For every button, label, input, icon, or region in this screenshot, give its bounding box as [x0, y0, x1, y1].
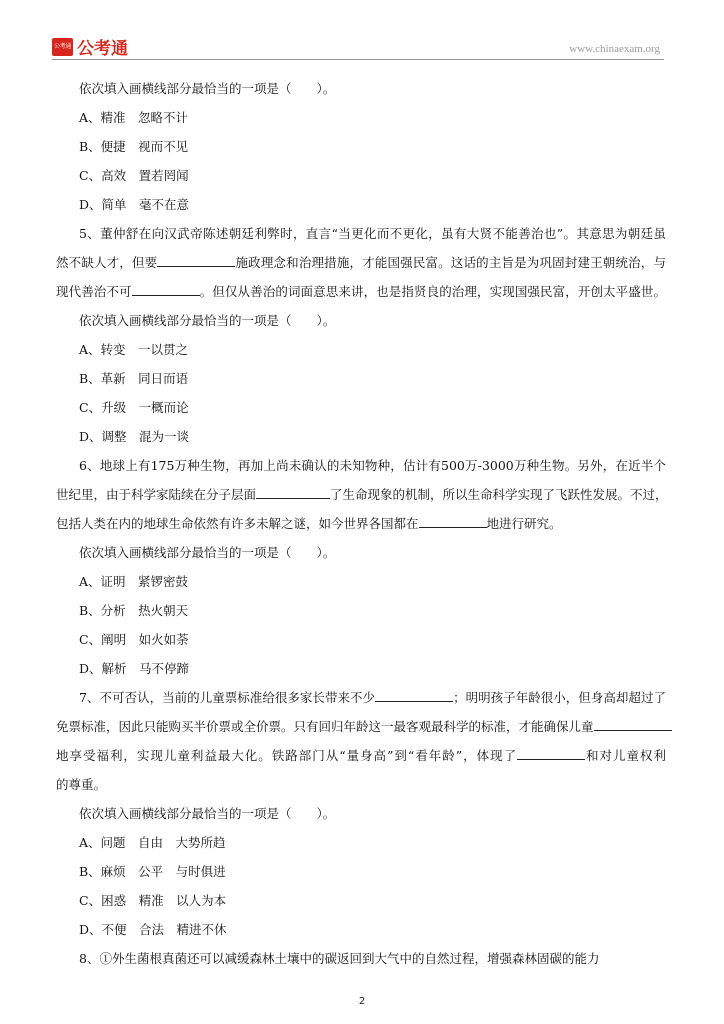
page-number: 2	[358, 996, 366, 1007]
q5-stem-line-2: 然不缺人才，但要 施政理念和治理措施，才能国强民富。这话的主旨是为巩固封建王朝统治，与	[56, 255, 666, 270]
brand-logo	[52, 34, 128, 59]
q5-prompt: 依次填入画横线部分最恰当的一项是（ ）。	[79, 313, 336, 328]
answer-blank	[132, 282, 200, 296]
q7-stem-line-1: 7、不可否认，当前的儿童票标准给很多家长带来不少 ；明明孩子年龄很小，但身高却超过了	[79, 690, 666, 705]
answer-blank	[256, 485, 330, 499]
q6-option-b: B、分析 热火朝天	[79, 603, 189, 618]
q6-option-d: D、解析 马不停蹄	[79, 661, 190, 676]
q6-option-c: C、阐明 如火如荼	[79, 632, 189, 647]
q7-stem-line-2: 免票标准，因此只能购买半价票或全价票。只有回归年龄这一最客观最科学的标准，才能确保儿童	[56, 717, 666, 746]
q6-prompt: 依次填入画横线部分最恰当的一项是（ ）。	[79, 545, 336, 560]
q4-option-a: A、精准 忽略不计	[79, 110, 189, 125]
q7-stem-line-3: 地享受福利，实现儿童利益最大化。铁路部门从“量身高”到“看年龄”，体现了 和对儿童权利	[56, 748, 666, 763]
answer-blank	[517, 746, 585, 760]
q6-stem-line-2: 世纪里，由于科学家陆续在分子层面 了生命现象的机制，所以生命科学实现了飞跃性发展。不过，	[56, 487, 668, 502]
page-content	[56, 79, 666, 978]
q7-option-d: D、不便 合法 精进不休	[79, 922, 227, 937]
q7-stem-line-4: 的尊重。	[56, 777, 107, 792]
header-divider	[52, 59, 664, 60]
answer-blank	[157, 253, 235, 267]
logo-badge-icon: 公考通	[52, 38, 73, 56]
q5-stem-line-3: 现代善治不可 。但仅从善治的词面意思来讲，也是指贤良的治理，实现国强民富，开创太平盛世。	[56, 284, 666, 299]
q7-option-b: B、麻烦 公平 与时俱进	[79, 864, 226, 879]
logo-text: 公考通	[77, 39, 128, 59]
site-url: www.chinaexam.org	[569, 43, 660, 55]
q6-stem-line-1: 6、地球上有175万种生物，再加上尚未确认的未知物种，估计有500万-3000万种生物。另外，在近半个	[79, 458, 666, 473]
q4-prompt: 依次填入画横线部分最恰当的一项是（ ）。	[79, 81, 336, 96]
q5-option-a: A、转变 一以贯之	[79, 342, 189, 357]
q6-option-a: A、证明 紧锣密鼓	[79, 574, 189, 589]
q8-stem-line-1: 8、①外生菌根真菌还可以减缓森林土壤中的碳返回到大气中的自然过程，增强森林固碳的能力	[79, 951, 600, 966]
q4-option-d: D、简单 毫不在意	[79, 197, 190, 212]
answer-blank	[594, 717, 672, 731]
q5-stem-line-1: 5、董仲舒在向汉武帝陈述朝廷利弊时，直言“当更化而不更化，虽有大贤不能善治也”。其意思为朝廷虽	[79, 226, 666, 241]
q4-option-b: B、便捷 视而不见	[79, 139, 189, 154]
answer-blank	[375, 688, 453, 702]
q4-option-c: C、高效 置若罔闻	[79, 168, 189, 183]
q6-stem-line-3: 包括人类在内的地球生命依然有许多未解之谜，如今世界各国都在 地进行研究。	[56, 516, 562, 531]
q5-option-c: C、升级 一概而论	[79, 400, 189, 415]
q5-option-b: B、革新 同日而语	[79, 371, 189, 386]
answer-blank	[419, 514, 487, 528]
page-header	[52, 34, 664, 60]
q7-prompt: 依次填入画横线部分最恰当的一项是（ ）。	[79, 806, 336, 821]
q5-option-d: D、调整 混为一谈	[79, 429, 190, 444]
q7-option-a: A、问题 自由 大势所趋	[79, 835, 226, 850]
q7-option-c: C、困惑 精准 以人为本	[79, 893, 227, 908]
